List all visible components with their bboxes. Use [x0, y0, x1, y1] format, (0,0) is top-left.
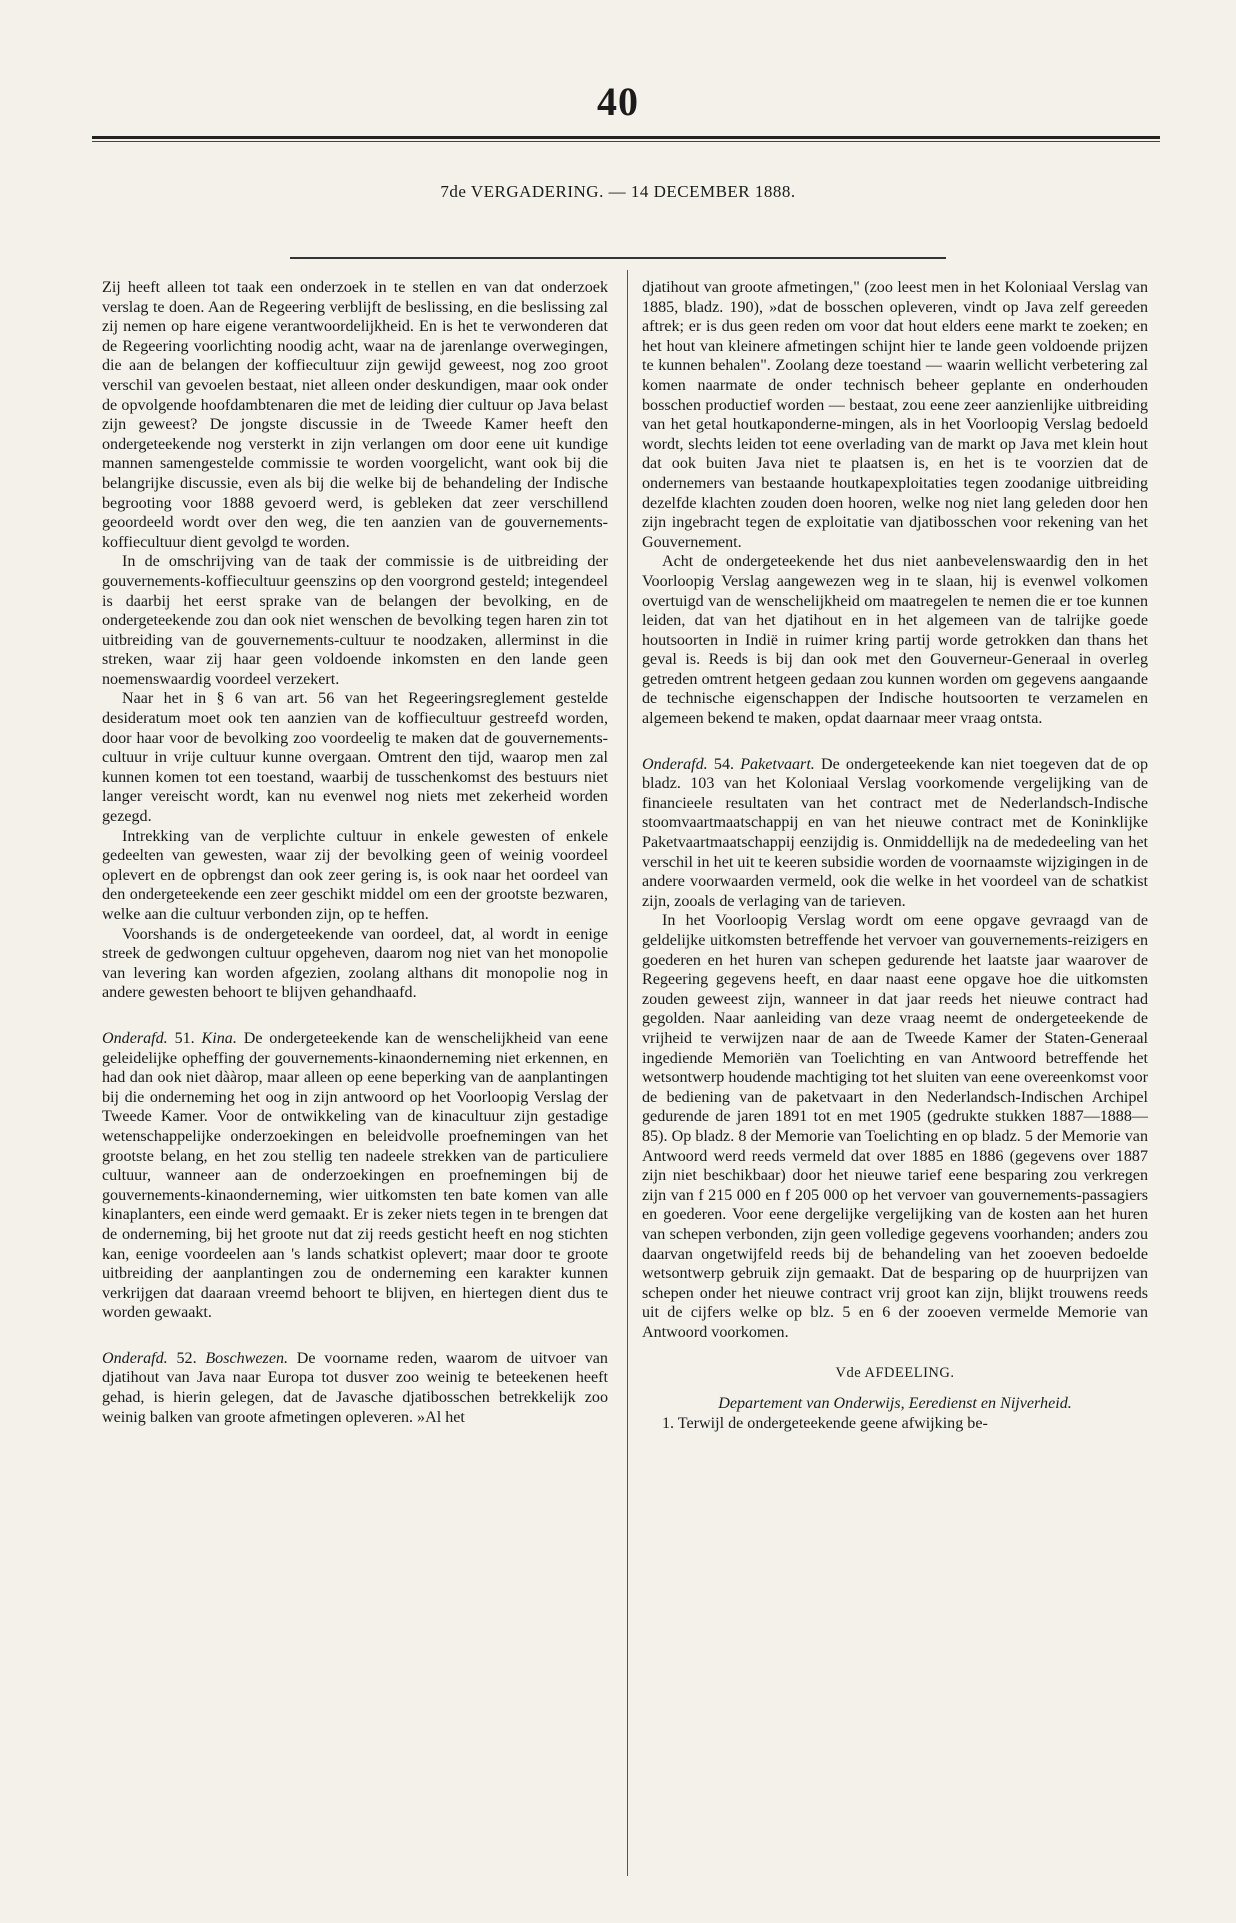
paragraph: De ondergeteekende kan niet toegeven dat de op bladz. 103 van het Koloniaal Verslag voorkomende vergelijking van de financieele resultaten van het contract met de Nederlandsch-Indische stoomvaartmaatschappij en van het nieuwe contract met de Koninklijke Paketvaartmaatschappij eenzijdig is. Onmiddellijk na de mededeeling van het verschil in het uit te keeren subsidie worden de voornaamste wijzigingen in de andere voorwaarden vermeld, ook die welke in het voordeel van de schatkist zijn, zooals de verlaging van de tarieven.	[642, 755, 1149, 910]
subsection-label: Onderafd.	[102, 1029, 168, 1047]
section-boschwezen	[102, 1349, 608, 1427]
paragraph: Naar het in § 6 van art. 56 van het Regeeringsreglement gestelde desideratum moet ook ten aanzien van de koffiecultuur gestreefd worden, door haar voor de bevolking zoo voordeelig te maken dat de gouvernements-cultuur in vrije cultuur kunne overgaan. Omtrent den tijd, waarop men zal kunnen komen tot een toestand, waarbij de tusschenkomst des bestuurs niet langer vereischt wordt, kan nu evenwel nog niets met zekerheid worden gezegd.	[102, 690, 608, 826]
subsection-number: 51.	[174, 1029, 195, 1047]
subsection-title: Kina.	[201, 1029, 237, 1047]
subsection-label: Onderafd.	[102, 1349, 168, 1367]
page-number: 40	[597, 79, 639, 124]
right-column	[642, 278, 1148, 1433]
department-heading: Departement van Onderwijs, Eeredienst en Nijverheid.	[718, 1395, 1072, 1413]
paragraph: Intrekking van de verplichte cultuur in enkele gewesten of enkele gedeelten van gewesten, waar zij der bevolking geen of weinig voordeel oplevert en de opbrengst dan ook zeer gering is, is ook naar het oordeel van den ondergeteekende een zeer geschikt middel om een der grootste bezwaren, welke aan die cultuur verbonden zijn, op te heffen.	[102, 827, 608, 923]
subsection-title: Boschwezen.	[205, 1349, 289, 1367]
paragraph: djatihout van groote afmetingen," (zoo leest men in het Koloniaal Verslag van 1885, bladz. 190), »dat de bosschen opleveren, vindt op Java zelf gereeden aftrek; er is dus geen reden om voor dat hout elders eene markt te zoeken; en het hout van kleinere afmetingen schijnt hier te lande geen voldoende prijzen te kunnen behalen". Zoolang deze toestand — waarin wellicht verbetering zal komen naarmate de onder technisch beheer geplante en onderhouden bosschen productief worden — bestaat, zou eene zeer aanzienlijke uitbreiding van het getal houtkaponderne-mingen, als in het Voorloopig Verslag bedoeld wordt, slechts leiden tot eene overlading van de markt op Java met klein hout dat ook buiten Java niet te plaatsen is, en het is te voorzien dat de ondernemers van bestaande houtkapexploitaties tegen zoodanige uitbreiding dezelfde klachten zouden doen hooren, welke nog niet lang geleden door hen zijn ingebracht tegen de exploitatie van djatibosschen voor rekening van het Gouvernement.	[642, 279, 1148, 551]
paragraph: Acht de ondergeteekende het dus niet aanbevelenswaardig den in het Voorloopig Verslag aangewezen weg in te slaan, hij is evenwel volkomen overtuigd van de wenschelijkheid om maatregelen te nemen die er toe kunnen leiden, dat van het djatihout en in het algemeen van de talrijke goede houtsoorten in Indië in ruimer kring partij worde getrokken dan thans het geval is. Reeds is bij dan ook met den Gouverneur-Generaal in overleg getreden omtrent hetgeen gedaan zou kunnen worden om gegevens aangaande de technische eigenschappen der Indische houtsoorten te verzamelen en algemeen bekend te maken, opdat daarnaar meer vraag ontsta.	[642, 553, 1148, 728]
paragraph: De ondergeteekende kan de wenschelijkheid van eene geleidelijke opheffing der gouvernements-kinaonderneming niet erkennen, en had dan ook niet dààrop, maar alleen op eene beperking van de aanplantingen bij die onderneming het oog in zijn antwoord op het Voorloopig Verslag der Tweede Kamer. Voor de ontwikkeling van de kinacultuur zijn gestadige wetenschappelijke onderzoekingen en beleidvolle proefnemingen van het grootste belang, en het zou stellig ten nadeele strekken van de particuliere cultuur, wanneer aan de onderzoekingen en proefnemingen bij de gouvernements-kinaonderneming, wier uitkomsten ten bate komen van alle kinaplanters, een einde werd gemaakt. Er is zeker niets tegen in te brengen dat de onderneming, bij het groote nut dat zij reeds gesticht heeft en nog stichten kan, eenige voordeelen aan 's lands schatkist oplevert; maar door te groote uitbreiding der aanplantingen zou de onderneming een karakter kunnen verkrijgen dat daaraan vreemd behoort te blijven, en hiertegen dient dus te worden gewaakt.	[102, 1029, 608, 1322]
paragraph: In de omschrijving van de taak der commissie is de uitbreiding der gouvernements-koffiecultuur geenszins op den voorgrond gesteld; integendeel is daarbij het eerst sprake van de belangen der bevolking, en de ondergeteekende zou dan ook niet wenschen de bevolking tegen haren zin tot uitbreiding van de gouvernements-cultuur te noodzaken, allerminst in die streken, waar zij haar geen voldoende inkomsten en den lande geen noemenswaardig voordeel verzekert.	[102, 553, 608, 688]
subsection-number: 52.	[176, 1349, 197, 1367]
paragraph: Voorshands is de ondergeteekende van oordeel, dat, al wordt in eenige streek de gedwongen cultuur opgeheven, daarom nog niet van het monopolie van levering kan worden afgezien, zoolang althans dit monopolie nog in andere gewesten behoort te blijven gehandhaafd.	[102, 925, 608, 1002]
paragraph: In het Voorloopig Verslag wordt om eene opgave gevraagd van de geldelijke uitkomsten betreffende het vervoer van gouvernements-reizigers en goederen en het huren van schepen gedurende het laatste jaar waarover de Regeering gegevens heeft, en daar naast eene opgave hoe die uitkomsten zouden geweest zijn, wanneer in dat jaar reeds het nieuwe contract had gegolden. Naar aanleiding van deze vraag neemt de ondergeteekende de vrijheid te verwijzen naar de aan de Tweede Kamer der Staten-Generaal ingediende Memoriën van Toelichting en van Antwoord betreffende het wetsontwerp houdende machtiging tot het sluiten van eene overeenkomst voor de bediening van de paketvaart in den Nederlandsch-Indischen Archipel gedurende de jaren 1891 tot en met 1905 (gedrukte stukken 1887—1888—85). Op bladz. 8 der Memorie van Toelichting en op bladz. 5 der Memorie van Antwoord werd reeds vermeld dat over 1885 en 1886 (gegevens over 1887 zijn niet beschikbaar) door het nieuwe tarief eene besparing zou verkregen zijn van f 215 000 en f 205 000 op het vervoer van gouvernements-passagiers en goederen. Voor eene dergelijke vergelijking van de kosten aan het huren van schepen verbonden, zijn geen volledige gegevens voorhanden; anders zou daarvan ongetwijfeld reeds bij de behandeling van het zooeven bedoelde wetsontwerp gebruik zijn gemaakt. Dat de besparing op de huurprijzen van schepen onder het nieuwe contract vrij groot kan zijn, blijkt trouwens reeds uit de cijfers welke op blz. 5 en 6 der zooeven vermelde Memorie van Antwoord voorkomen.	[642, 912, 1148, 1341]
column-divider	[627, 270, 628, 1876]
subsection-title: Paketvaart.	[740, 755, 815, 773]
session-rule	[290, 257, 946, 259]
section-paketvaart	[642, 755, 1148, 912]
session-title: 7de VERGADERING. — 14 DECEMBER 1888.	[440, 182, 796, 201]
header-rule-thin	[92, 141, 1160, 142]
paragraph: 1. Terwijl de ondergeteekende geene afwijking be-	[662, 1414, 988, 1432]
left-column	[102, 278, 608, 1427]
paragraph: Zij heeft alleen tot taak een onderzoek in te stellen en van dat onderzoek verslag te doen. Aan de Regeering verblijft de beslissing, en die beslissing zal zij nemen op hare eigene verantwoordelijkheid. En is het te verwonderen dat de Regeering voorlichting noodig acht, waar na de jarenlange overwegingen, die aan de belangen der koffiecultuur zijn gewijd geweest, nog zoo groot verschil van gevoelen bestaat, niet alleen onder deskundigen, maar ook onder de opvolgende hoofdambtenaren die met de leiding dier cultuur op Java belast zijn geweest? De jongste discussie in de Tweede Kamer heeft den ondergeteekende nog versterkt in zijn verlangen om door eene uit kundige mannen samengestelde commissie te worden voorgelicht, want ook bij die belangrijke discussie, even als bij die welke bij de behandeling der Indische begrooting voor 1888 gevoerd werd, is gebleken dat zeer verschillend geoordeeld wordt over den weg, die ten aanzien van de gouvernements-koffiecultuur dient gevolgd te worden.	[102, 279, 608, 551]
section-heading: Vde AFDEELING.	[835, 1365, 955, 1382]
header-rule	[92, 136, 1160, 139]
subsection-label: Onderafd.	[642, 755, 708, 773]
section-kina	[102, 1029, 608, 1323]
subsection-number: 54.	[713, 755, 735, 773]
paragraph: De voorname reden, waarom de uitvoer van djatihout van Java naar Europa tot dusver zoo weinig te beteekenen heeft gehad, is hierin gelegen, dat de Javasche djatibosschen betrekkelijk zoo weinig balken van groote afmetingen opleveren. »Al het	[102, 1349, 608, 1426]
